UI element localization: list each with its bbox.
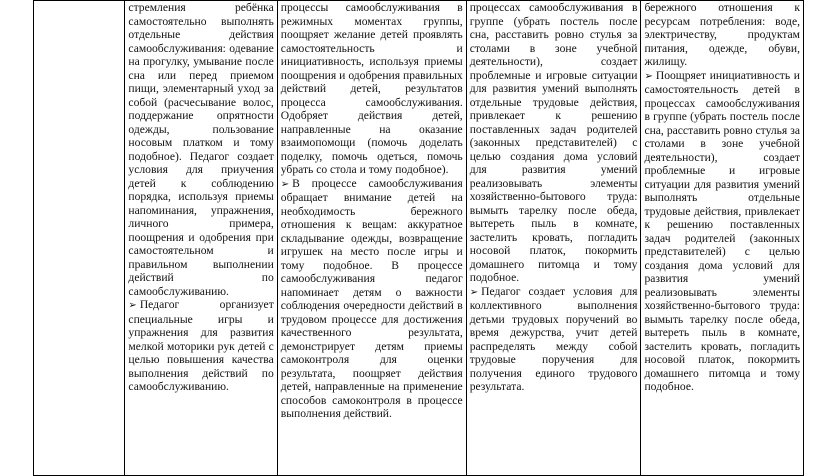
content-table <box>33 0 804 476</box>
paragraph-text: Педагог организует специальные игры и упражнения для развития мелкой моторики рук детей с целью повышения качества выполнения действий по самообслуживанию. <box>128 298 274 393</box>
table-cell-col-2 <box>277 1 466 476</box>
paragraph-text: В процессе самообслуживания обращает внимание детей на необходимость бережного отношения к вещам: аккуратное складывание одежды, возвращение игрушек на место после игры и тому подобное. В процессе самообслуживания педагог напоминает детям о важности соблюдения очередности действий в трудовом процессе для достижения качественного результата, демонстрирует детям приемы самоконтроля для оценки результата, поощряет действия детей, направленные на применение способов самоконтроля в процессе выполнения действий. <box>280 176 463 420</box>
text-paragraph <box>281 1 463 177</box>
paragraph-text: процессы самообслуживания в режимных моментах группы, поощряет желание детей проявлять самостоятельность и инициативность, используя приемы поощрения и одобрения правильных действий детей, результатов процесса самообслуживания. Одобряет действия детей, направленные на оказание взаимопомощи (помочь доделать поделку, помочь одеться, помочь убрать со стола и тому подобное). <box>280 1 463 176</box>
table-cell-col-4 <box>641 1 804 476</box>
paragraph-text: Поощряет инициативность и самостоятельность детей в процессах самообслуживания в группе (убрать постель после сна, расставить ровно стулья за столами в зоне учебной деятельности), создает проблемные и игровые ситуации для развития умений выполнять отдельные трудовые действия, привлекает к решению поставленных задач родителей (законных представителей) с целью создания дома условий для развития умений реализовывать элементы хозяйственно-бытового труда: вымыть тарелку после обеда, вытереть пыль в комнате, застелить кровать, погладить носовой платок, покормить домашнего питомца и тому подобное. <box>644 68 800 393</box>
arrow-bullet-icon: ➢ <box>469 286 479 298</box>
text-paragraph <box>470 1 638 285</box>
bullet-paragraph <box>644 69 800 394</box>
paragraph-text: процессах самообслуживания в группе (убрать постель после сна, расставить ровно стулья за столами в зоне учебной деятельности), создает проблемные и игровые ситуации для развития умений выполнять отдельные трудовые действия, привлекает к решению поставленных задач родителей (законных представителей) с целью создания дома условий для развития умений реализовывать элементы хозяйственно-бытового труда: вымыть тарелку после обеда, вытереть пыль в комнате, застелить кровать, погладить носовой платок, покормить домашнего питомца и тому подобное. <box>469 1 638 284</box>
arrow-bullet-icon: ➢ <box>128 300 137 311</box>
bullet-paragraph <box>128 298 273 394</box>
table-cell-col-1 <box>125 1 277 476</box>
bullet-paragraph <box>470 285 638 394</box>
table-row <box>34 1 804 476</box>
table-cell-col-0 <box>34 1 125 476</box>
text-paragraph <box>128 1 273 298</box>
text-paragraph <box>644 1 800 69</box>
paragraph-text: Педагог создает условия для коллективного выполнения детьми трудовых поручений во время дежурства, учит детей распределять между собой трудовые поручения для получения единого трудового результата. <box>469 284 638 393</box>
bullet-paragraph <box>281 177 463 421</box>
paragraph-text: бережного отношения к ресурсам потребления: воде, электричеству, продуктам питания, одежде, обуви, жилищу. <box>644 1 800 68</box>
table-cell-col-3 <box>466 1 641 476</box>
arrow-bullet-icon: ➢ <box>644 70 653 82</box>
arrow-bullet-icon: ➢ <box>280 178 290 190</box>
paragraph-text: стремления ребёнка самостоятельно выполнять отдельные действия самообслуживания: одевание на прогулку, умывание после сна или перед приемом пищи, элементарный уход за собой (расчесывание волос, поддержание опрятности одежды, пользование носовым платком и тому подобное). Педагог создает условия для приучения детей к соблюдению порядка, используя приемы напоминания, упражнения, личного примера, поощрения и одобрения при самостоятельном и правильном выполнении действий по самообслуживанию. <box>128 1 274 298</box>
